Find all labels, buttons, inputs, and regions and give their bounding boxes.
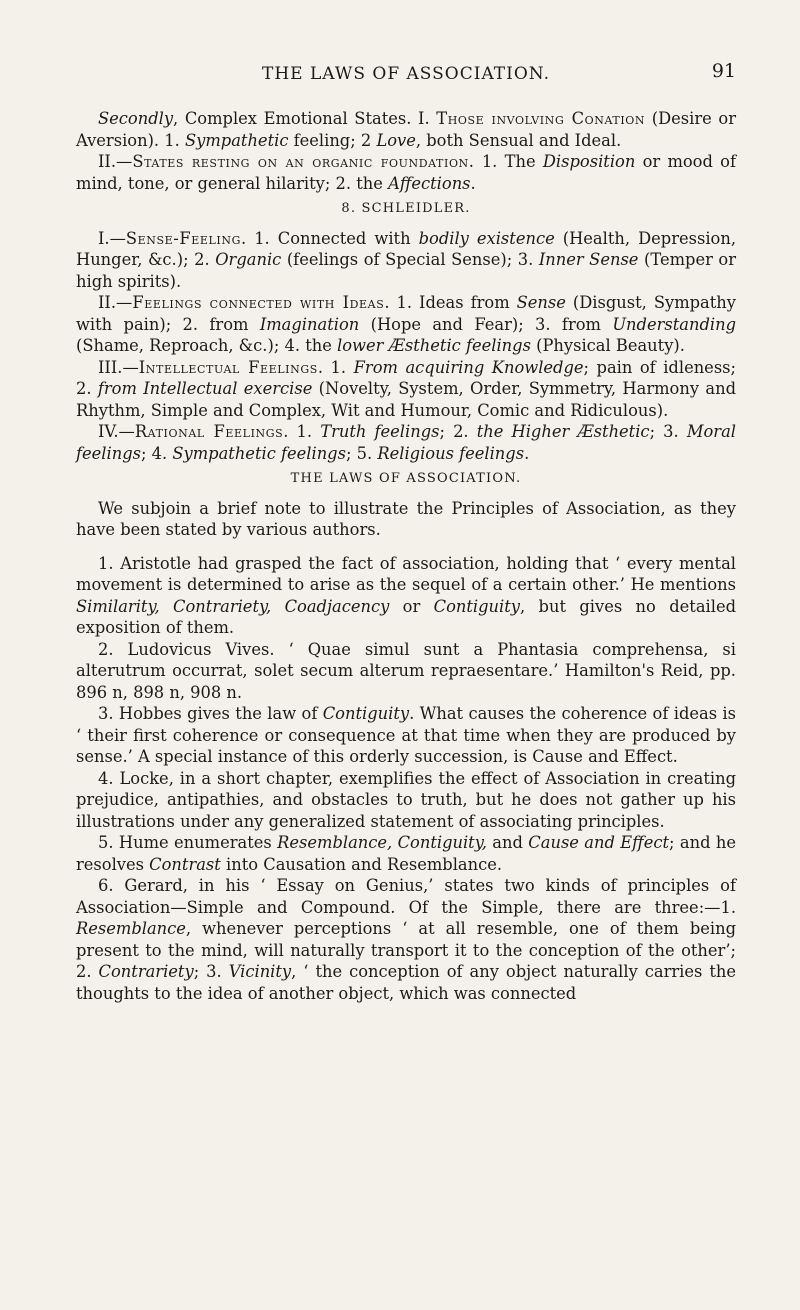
italic-run: Affections [388, 173, 471, 193]
text-run: , both Sensual and Ideal. [415, 130, 622, 150]
italic-run: Contiguity [322, 704, 410, 723]
text-run: . 1. [317, 357, 354, 377]
text-run: (Shame, Reproach, &c.); 4. the [76, 336, 338, 355]
spacer [76, 541, 736, 553]
page-number: 91 [711, 60, 736, 82]
note-hume [76, 832, 736, 875]
text-run: ; pain of idleness; 2. [76, 357, 737, 398]
italic-run: Contiguity [433, 596, 520, 616]
small-caps-run: Those involving Conation [436, 109, 646, 128]
text-run: III.— [98, 357, 139, 377]
text-run: feeling; 2 [288, 130, 377, 150]
text-run: (Disgust, Sympathy with pain); 2. from [76, 293, 736, 334]
italic-run: Disposition [542, 152, 636, 171]
note-locke: 4. Locke, in a short chapter, exemplifies the effect of Association in creating prejudice, antipathies, and obstacles to truth, but he does not gather up his illustrations under any generalized statement of associating principles. [76, 768, 736, 831]
text-run: ; 3. [649, 422, 687, 441]
text-run: (Health, Depression, Hunger, &c.); 2. [76, 228, 736, 269]
text-run: ; 2. [439, 422, 477, 441]
text-run: , ‘ the conception of any object naturally carries the thoughts to the idea of another object, which was connected [76, 962, 737, 1003]
text-run: ; 4. [140, 443, 173, 463]
italic-run: Sympathetic feelings [172, 443, 346, 463]
text-run: . 1. [283, 422, 321, 441]
small-caps-run: States resting on an organic foundation. [132, 152, 475, 171]
italic-run: Religious feelings [377, 443, 525, 463]
text-run: , but gives no detailed exposition of them. [76, 596, 737, 637]
text-run: into Causation and Resemblance. [220, 854, 503, 874]
small-caps-run: Feelings connected with Ideas [132, 293, 385, 312]
italic-run: Truth feelings [320, 422, 440, 441]
italic-run: Imagination [259, 314, 360, 334]
section-heading: THE LAWS OF ASSOCIATION. [290, 471, 522, 486]
italic-run: From acquiring Knowledge [353, 357, 584, 377]
running-title: THE LAWS OF ASSOCIATION. [262, 64, 550, 84]
small-caps-run: Rational Feelings [134, 422, 284, 441]
text-run: II.— [98, 152, 133, 171]
text-run: 3. Hobbes gives the law of [98, 704, 323, 723]
note-hobbes [76, 703, 736, 768]
italic-run: Vicinity [228, 962, 292, 981]
text-run: (Desire or Aversion). 1. [76, 109, 736, 150]
text-run: 1. Aristotle had grasped the fact of association, holding that ‘ every mental movement is determined to arise as the sequel of a certain other.’ He mentions [76, 553, 736, 594]
italic-run: Cause and Effect [528, 833, 670, 852]
italic-run: Inner Sense [538, 250, 639, 269]
note-gerard [76, 875, 736, 1004]
italic-run: Resemblance [76, 919, 186, 938]
italic-run: Moral feelings [76, 422, 736, 463]
paragraph-organic-foundation [76, 151, 736, 194]
italic-run: the Higher Æsthetic [476, 422, 650, 441]
text-run: . 1. Connected with [240, 228, 419, 248]
text-run: ; and he resolves [76, 833, 736, 874]
text-run: and [486, 833, 529, 852]
italic-run: from Intellectual exercise [97, 379, 313, 398]
paragraph-rational-feelings [76, 421, 736, 464]
text-run: ; 3. [193, 962, 229, 981]
italic-run: Understanding [612, 314, 736, 334]
text-run: IV.— [98, 422, 135, 441]
text-run: (Novelty, System, Order, Symmetry, Harmony and Rhythm, Simple and Complex, Wit and Humour, Comic and Ridiculous). [76, 379, 736, 420]
italic-run: Love [376, 130, 416, 150]
page-text [76, 108, 736, 1004]
text-run: 5. Hume enumerates [98, 833, 278, 852]
text-run: or mood of mind, tone, or general hilarity; 2. the [76, 152, 736, 193]
text-run: (Physical Beauty). [530, 336, 685, 355]
text-run: 1. The [474, 152, 543, 171]
italic-run: Contrast [149, 854, 221, 874]
text-run: (feelings of Special Sense); 3. [281, 250, 539, 269]
italic-run: Similarity, Contrariety, Coadjacency [76, 596, 390, 616]
running-head [76, 58, 736, 98]
italic-run: Organic [215, 250, 282, 269]
paragraph-feelings-ideas [76, 292, 736, 357]
secondly-label: Secondly [98, 109, 174, 128]
italic-run: Sympathetic [184, 130, 289, 150]
italic-run: Contrariety [98, 962, 194, 981]
author-heading: 8. SCHLEIDLER. [341, 201, 471, 216]
paragraph-intellectual-feelings [76, 357, 736, 422]
paragraph-intro: We subjoin a brief note to illustrate the Principles of Association, as they have been stated by various authors. [76, 498, 736, 539]
paragraph-complex-emotional-states [76, 108, 736, 151]
text-run: , Complex Emotional States. I. [173, 109, 437, 128]
paragraph-sense-feeling [76, 228, 736, 293]
text-run: . 1. Ideas from [384, 293, 517, 312]
text-run: . [524, 443, 530, 463]
text-run: (Temper or high spirits). [76, 250, 736, 291]
italic-run: lower Æsthetic feelings [337, 336, 531, 355]
text-run: I.— [98, 228, 126, 248]
text-run: . [470, 173, 476, 193]
note-aristotle [76, 553, 736, 639]
small-caps-run: Sense-Feeling [125, 228, 241, 248]
text-run: . What causes the coherence of ideas is ‘ their first coherence or consequence at that time when they are produced by sense.’ A special instance of this orderly succession, is Cause and Effect. [76, 704, 736, 766]
note-vives: 2. Ludovicus Vives. ‘ Quae simul sunt a Phantasia comprehensa, si alterutrum occurrat, solet secum alterum repraesentare.’ Hamilton's Reid, pp. 896 n, 898 n, 908 n. [76, 639, 736, 702]
text-run: 6. Gerard, in his ‘ Essay on Genius,’ states two kinds of principles of Association—Simple and Compound. Of the Simple, there are three:—1. [76, 876, 736, 917]
italic-run: Resemblance, Contiguity, [277, 833, 487, 852]
text-run: or [389, 596, 434, 616]
italic-run: Sense [516, 293, 566, 312]
text-run: (Hope and Fear); 3. from [359, 314, 613, 334]
text-run: II.— [98, 293, 133, 312]
italic-run: bodily existence [418, 228, 555, 248]
small-caps-run: Intellectual Feelings [138, 357, 318, 377]
text-run: , whenever perceptions ‘ at all resemble, one of them being present to the mind, will naturally transport it to the conception of the other’; 2. [76, 919, 736, 981]
text-run: ; 5. [345, 443, 378, 463]
